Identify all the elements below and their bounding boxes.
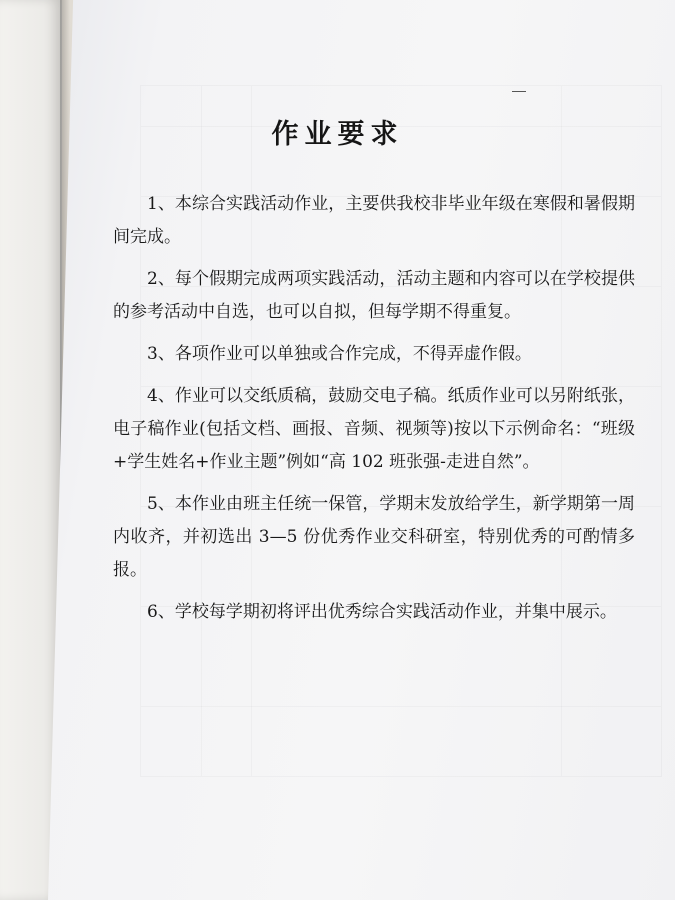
requirement-item-3: 3、各项作业可以单独或合作完成，不得弄虚作假。: [147, 344, 532, 364]
page-title: 作业要求: [271, 119, 404, 150]
requirement-item-1: 1、本综合实践活动作业，主要供我校非毕业年级在寒假和暑假期间完成。: [113, 194, 635, 247]
requirement-item-2: 2、每个假期完成两项实践活动，活动主题和内容可以在学校提供的参考活动中自选，也可以自拟，但每学期不得重复。: [113, 269, 635, 322]
requirement-item-4: 4、作业可以交纸质稿，鼓励交电子稿。纸质作业可以另附纸张，电子稿作业(包括文档、画报、音频、视频等)按以下示例命名：“班级+学生姓名+作业主题”例如“高 102 班张强-走进自然”。: [113, 386, 635, 472]
requirement-item-5: 5、本作业由班主任统一保管，学期末发放给学生，新学期第一周内收齐，并初选出 3—5 份优秀作业交科研室，特别优秀的可酌情多报。: [113, 494, 635, 580]
header-mark: [512, 91, 526, 92]
requirements-body: [113, 188, 635, 638]
requirement-item-6: 6、学校每学期初将评出优秀综合实践活动作业，并集中展示。: [147, 602, 617, 622]
